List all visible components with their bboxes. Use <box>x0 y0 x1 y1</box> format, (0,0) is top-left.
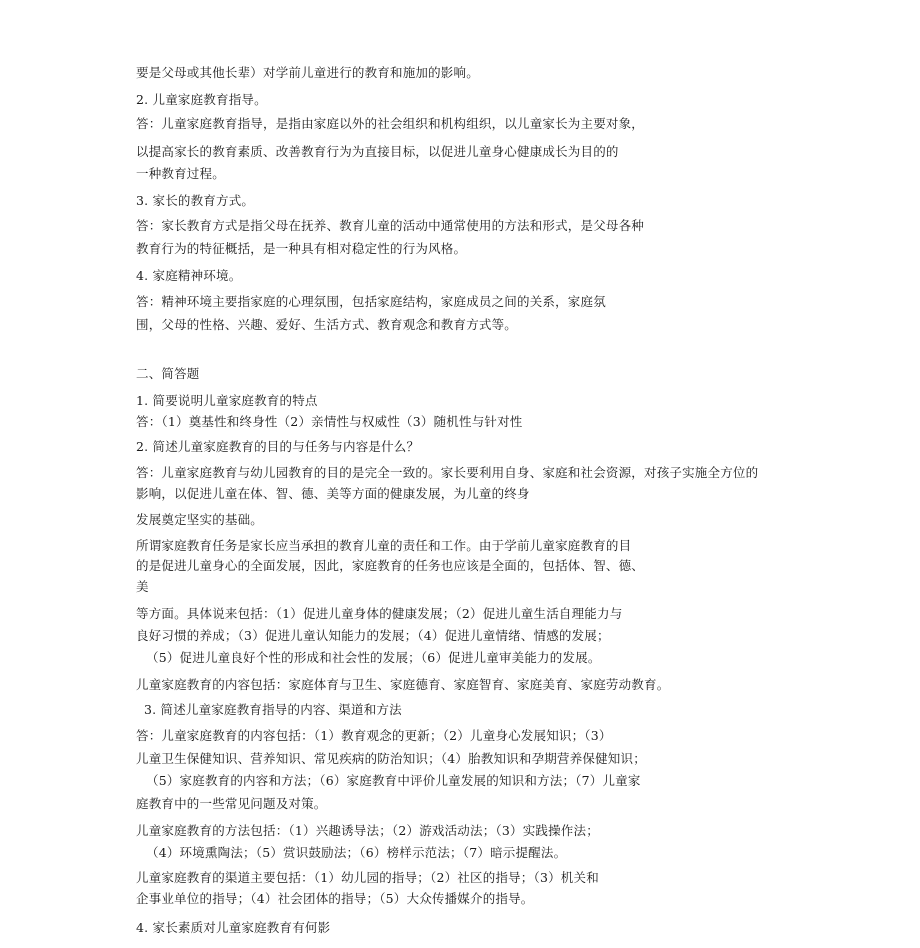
text-line: 答：儿童家庭教育与幼儿园教育的目的是完全一致的。家长要利用自身、家庭和社会资源，对孩子实施全方位的 <box>136 465 759 480</box>
text-line: 围，父母的性格、兴趣、爱好、生活方式、教育观念和教育方式等。 <box>136 317 518 332</box>
question-heading: 3. 简述儿童家庭教育指导的内容、渠道和方法 <box>144 702 402 717</box>
text-line: 答：家长教育方式是指父母在抚养、教育儿童的活动中通常使用的方法和形式，是父母各种 <box>136 218 645 233</box>
question-heading: 2. 简述儿童家庭教育的目的与任务与内容是什么？ <box>136 439 420 454</box>
text-line: 企事业单位的指导；（4）社会团体的指导；（5）大众传播媒介的指导。 <box>136 891 534 906</box>
text-line: （5）家庭教育的内容和方法；（6）家庭教育中评价儿童发展的知识和方法；（7）儿童家 <box>146 773 641 788</box>
text-line: 的是促进儿童身心的全面发展，因此，家庭教育的任务也应该是全面的，包括体、智、德、 <box>136 558 645 573</box>
question-heading: 1. 简要说明儿童家庭教育的特点 <box>136 393 318 408</box>
text-line: 良好习惯的养成；（3）促进儿童认知能力的发展；（4）促进儿童情绪、情感的发展； <box>136 628 610 643</box>
text-line: 一种教育过程。 <box>136 166 225 181</box>
question-heading: 4. 家长素质对儿童家庭教育有何影 <box>136 920 331 935</box>
text-line: （4）环境熏陶法；（5）赏识鼓励法；（6）榜样示范法；（7）暗示提醒法。 <box>146 845 567 860</box>
text-line: 儿童家庭教育的渠道主要包括：（1）幼儿园的指导；（2）社区的指导；（3）机关和 <box>136 870 599 885</box>
text-line: 影响，以促进儿童在体、智、德、美等方面的健康发展，为儿童的终身 <box>136 486 530 501</box>
text-line: 所谓家庭教育任务是家长应当承担的教育儿童的责任和工作。由于学前儿童家庭教育的目 <box>136 538 632 553</box>
text-line: 儿童卫生保健知识、营养知识、常见疾病的防治知识；（4）胎教知识和孕期营养保健知识； <box>136 751 646 766</box>
text-line: 要是父母或其他长辈）对学前儿童进行的教育和施加的影响。 <box>136 65 479 80</box>
text-line: （5）促进儿童良好个性的形成和社会性的发展；（6）促进儿童审美能力的发展。 <box>146 650 601 665</box>
text-line: 美 <box>136 579 149 594</box>
text-line: 儿童家庭教育的方法包括：（1）兴趣诱导法；（2）游戏活动法；（3）实践操作法； <box>136 823 599 838</box>
text-line: 等方面。具体说来包括：（1）促进儿童身体的健康发展；（2）促进儿童生活自理能力与 <box>136 606 623 621</box>
text-line: 答：儿童家庭教育的内容包括：（1）教育观念的更新；（2）儿童身心发展知识；（3） <box>136 728 612 743</box>
text-line: 教育行为的特征概括，是一种具有相对稳定性的行为风格。 <box>136 241 467 256</box>
term-heading: 3. 家长的教育方式。 <box>136 193 255 208</box>
text-line: 答：（1）奠基性和终身性（2）亲情性与权威性（3）随机性与针对性 <box>136 414 523 429</box>
section-heading: 二、简答题 <box>136 366 200 381</box>
text-line: 儿童家庭教育的内容包括：家庭体育与卫生、家庭德育、家庭智育、家庭美育、家庭劳动教育。 <box>136 677 670 692</box>
term-heading: 2. 儿童家庭教育指导。 <box>136 92 267 107</box>
text-line: 答：儿童家庭教育指导，是指由家庭以外的社会组织和机构组织，以儿童家长为主要对象， <box>136 116 645 131</box>
text-line: 发展奠定坚实的基础。 <box>136 512 264 527</box>
term-heading: 4. 家庭精神环境。 <box>136 268 242 283</box>
text-line: 答：精神环境主要指家庭的心理氛围，包括家庭结构，家庭成员之间的关系，家庭氛 <box>136 294 606 309</box>
text-line: 以提高家长的教育素质、改善教育行为为直接目标，以促进儿童身心健康成长为目的的 <box>136 144 619 159</box>
text-line: 庭教育中的一些常见问题及对策。 <box>136 796 327 811</box>
